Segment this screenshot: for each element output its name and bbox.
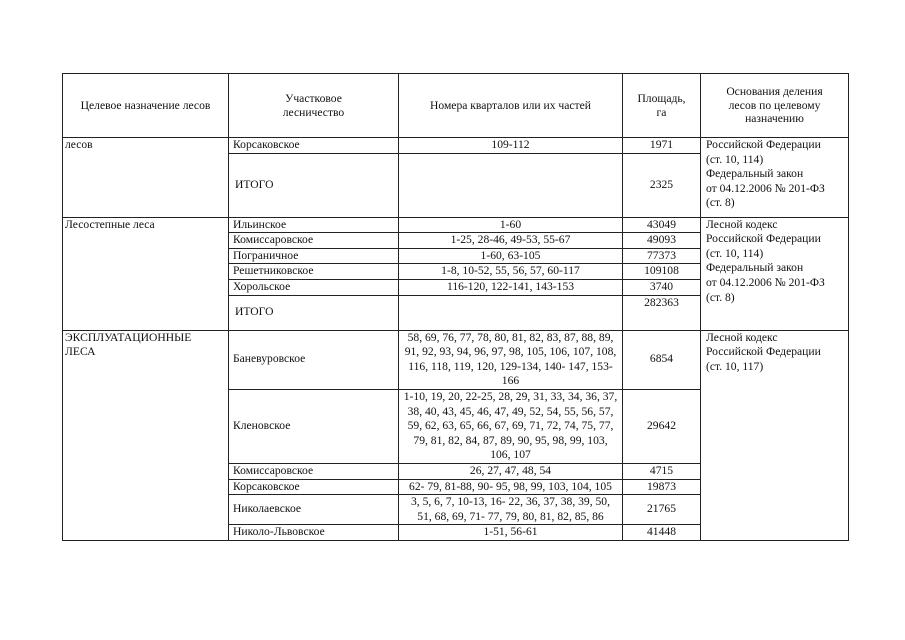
quarters-cell — [399, 295, 623, 330]
quarters-cell: 1-8, 10-52, 55, 56, 57, 60-117 — [399, 264, 623, 280]
header-forestry-text: Участковое лесничество — [282, 92, 345, 119]
basis-line: Лесной кодекс — [706, 217, 778, 231]
forestry-cell: Комиссаровское — [229, 463, 399, 479]
forestry-cell: Баневуровское — [229, 330, 399, 389]
header-area-text: Площадь, га — [637, 92, 686, 119]
header-area — [623, 74, 701, 138]
forestry-cell: Николо-Львовское — [229, 525, 399, 541]
area-cell: 29642 — [623, 389, 701, 463]
total-label: ИТОГО — [229, 295, 399, 330]
area-cell: 6854 — [623, 330, 701, 389]
area-cell: 41448 — [623, 525, 701, 541]
basis-line: Российской Федерации — [706, 232, 821, 246]
purpose-cell: Лесостепные леса — [63, 217, 229, 330]
basis-line: (ст. 10, 114) — [706, 152, 764, 166]
forestry-cell: Кленовское — [229, 389, 399, 463]
quarters-cell: 1-60 — [399, 217, 623, 233]
forestry-cell: Хорольское — [229, 279, 399, 295]
forest-purpose-table — [62, 73, 849, 541]
basis-line: Российской Федерации — [706, 345, 821, 359]
forestry-cell: Пограничное — [229, 248, 399, 264]
purpose-cell: ЭКСПЛУАТАЦИОННЫЕ ЛЕСА — [63, 330, 229, 540]
quarters-cell: 1-25, 28-46, 49-53, 55-67 — [399, 233, 623, 249]
quarters-cell: 58, 69, 76, 77, 78, 80, 81, 82, 83, 87, 88, 89, 91, 92, 93, 94, 96, 97, 98, 105, 106, 107, 108, 116, 118, 119, 120, 129-134, 140- 147, 153-166 — [399, 330, 623, 389]
basis-line: (ст. 10, 117) — [706, 359, 764, 373]
basis-line: (ст. 10, 114) — [706, 246, 764, 260]
quarters-cell: 1-10, 19, 20, 22-25, 28, 29, 31, 33, 34, 36, 37, 38, 40, 43, 45, 46, 47, 49, 52, 54, 55, 56, 57, 59, 62, 63, 65, 66, 67, 69, 71, 72, 74, 75, 77, 79, 81, 82, 84, 87, 89, 90, 95, 98, 99, 103, 106, 107 — [399, 389, 623, 463]
total-area: 282363 — [623, 295, 701, 330]
area-cell: 21765 — [623, 495, 701, 525]
quarters-cell: 1-60, 63-105 — [399, 248, 623, 264]
area-cell: 109108 — [623, 264, 701, 280]
quarters-cell: 3, 5, 6, 7, 10-13, 16- 22, 36, 37, 38, 39, 50, 51, 68, 69, 71- 77, 79, 80, 81, 82, 85, 86 — [399, 495, 623, 525]
basis-line: Лесной кодекс — [706, 330, 778, 344]
total-label: ИТОГО — [229, 153, 399, 217]
quarters-cell — [399, 153, 623, 217]
area-cell: 1971 — [623, 138, 701, 154]
forestry-cell: Николаевское — [229, 495, 399, 525]
basis-line: Российской Федерации — [706, 138, 821, 151]
table-row — [63, 217, 849, 233]
quarters-cell: 109-112 — [399, 138, 623, 154]
quarters-cell: 116-120, 122-141, 143-153 — [399, 279, 623, 295]
header-basis — [701, 74, 849, 138]
forestry-cell: Решетниковское — [229, 264, 399, 280]
table-header-row — [63, 74, 849, 138]
basis-line: от 04.12.2006 № 201-ФЗ — [706, 275, 825, 289]
area-cell: 49093 — [623, 233, 701, 249]
basis-cell — [701, 138, 849, 218]
basis-line: от 04.12.2006 № 201-ФЗ — [706, 181, 825, 195]
basis-cell — [701, 217, 849, 330]
total-area: 2325 — [623, 153, 701, 217]
table-row — [63, 330, 849, 389]
table-row — [63, 138, 849, 154]
area-cell: 19873 — [623, 479, 701, 495]
quarters-cell: 62- 79, 81-88, 90- 95, 98, 99, 103, 104, 105 — [399, 479, 623, 495]
forestry-cell: Корсаковское — [229, 138, 399, 154]
area-cell: 4715 — [623, 463, 701, 479]
header-basis-text: Основания деления лесов по целевому назначению — [726, 85, 823, 126]
area-cell: 3740 — [623, 279, 701, 295]
area-cell: 77373 — [623, 248, 701, 264]
basis-line: Федеральный закон — [706, 261, 804, 275]
purpose-cell: лесов — [63, 138, 229, 218]
forestry-cell: Корсаковское — [229, 479, 399, 495]
basis-line: (ст. 8) — [706, 290, 735, 304]
quarters-cell: 26, 27, 47, 48, 54 — [399, 463, 623, 479]
header-forestry — [229, 74, 399, 138]
header-quarters: Номера кварталов или их частей — [399, 74, 623, 138]
basis-cell — [701, 330, 849, 540]
basis-line: (ст. 8) — [706, 196, 735, 210]
quarters-cell: 1-51, 56-61 — [399, 525, 623, 541]
area-cell: 43049 — [623, 217, 701, 233]
basis-line: Федеральный закон — [706, 167, 804, 181]
header-purpose: Целевое назначение лесов — [63, 74, 229, 138]
forestry-cell: Комиссаровское — [229, 233, 399, 249]
forestry-cell: Ильинское — [229, 217, 399, 233]
